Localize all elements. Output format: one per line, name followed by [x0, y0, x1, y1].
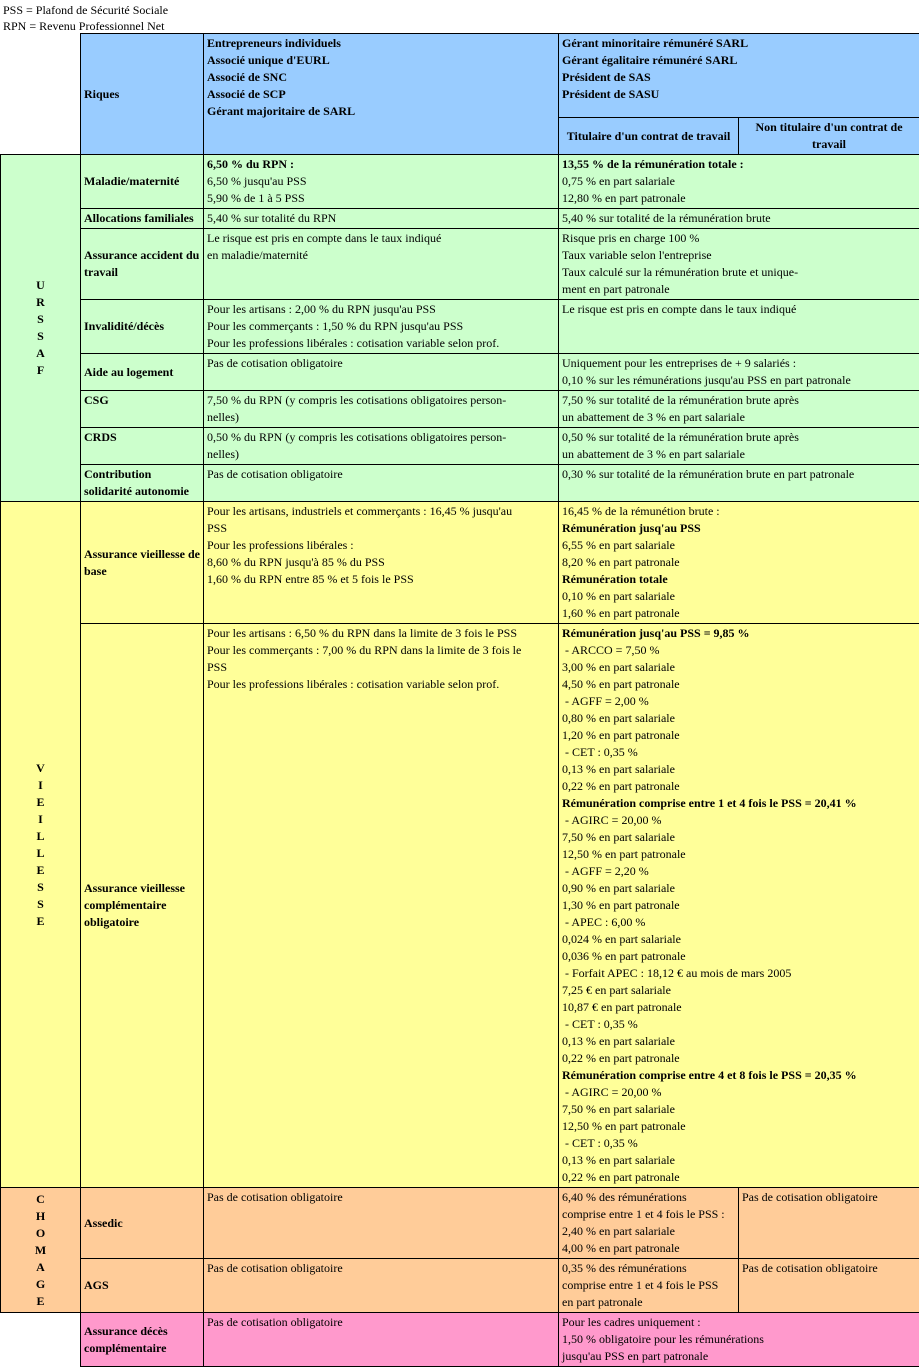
cell-line: 12,80 % en part patronale [562, 190, 916, 207]
cell-line: Rémunération comprise entre 1 et 4 fois le PSS = 20,41 % [562, 795, 916, 812]
cell-line: 6,50 % du RPN : [207, 156, 555, 173]
cell-line: nelles) [207, 409, 555, 426]
cell-line: 0,90 % en part salariale [562, 880, 916, 897]
cell-line: Uniquement pour les entreprises de + 9 salariés : [562, 355, 916, 372]
cell-col2 [559, 229, 919, 300]
cell-line: 0,75 % en part salariale [562, 173, 916, 190]
cell-line: 0,13 % en part salariale [562, 1152, 916, 1169]
section-letter: E [1, 862, 80, 879]
section-letter: F [1, 362, 80, 379]
row-ags [1, 1259, 919, 1313]
section-letter: E [1, 794, 80, 811]
section-letter: A [1, 1259, 80, 1276]
cell-line: Taux variable selon l'entreprise [562, 247, 916, 264]
row-label: Assurance décès complémentaire [81, 1313, 204, 1367]
section-letter: R [1, 294, 80, 311]
section-letter: A [1, 345, 80, 362]
section-letter: U [1, 277, 80, 294]
cell-line: 0,22 % en part patronale [562, 1169, 916, 1186]
cell-line: en maladie/maternité [207, 247, 555, 264]
section-letter: L [1, 845, 80, 862]
row-label: Invalidité/décès [81, 300, 204, 354]
cell-line: Pas de cotisation obligatoire [207, 466, 555, 483]
row-invalidite [1, 300, 919, 354]
legend-pss: PSS = Plafond de Sécurité Sociale [3, 2, 916, 18]
cell-line: 0,22 % en part patronale [562, 1050, 916, 1067]
row-label: Assedic [81, 1188, 204, 1259]
section-letter: S [1, 879, 80, 896]
row-alloc [1, 209, 919, 229]
cell-line: 6,50 % jusqu'au PSS [207, 173, 555, 190]
section-vieillesse [1, 502, 81, 1188]
cell-line: 7,25 € en part salariale [562, 982, 916, 999]
cell-line: 0,10 % en part salariale [562, 588, 916, 605]
cell-line: 1,50 % obligatoire pour les rémunérations [562, 1331, 916, 1348]
cell-col1 [204, 391, 559, 428]
cell-line: 0,13 % en part salariale [562, 1033, 916, 1050]
cell-line: - ARCCO = 7,50 % [562, 642, 916, 659]
cell-line: nelles) [207, 446, 555, 463]
cell-line: 5,40 % sur totalité du RPN [207, 210, 555, 227]
header-line: Gérant minoritaire rémunéré SARL [562, 35, 916, 52]
cell-line: PSS [207, 520, 555, 537]
cell-col2 [559, 155, 919, 209]
section-urssaf [1, 155, 81, 502]
cell-line: Pour les professions libérales : [207, 537, 555, 554]
row-assedic [1, 1188, 919, 1259]
cell-line: ment en part patronale [562, 281, 916, 298]
section-letter: H [1, 1208, 80, 1225]
cell-line: 7,50 % du RPN (y compris les cotisations obligatoires person- [207, 392, 555, 409]
section-letter: S [1, 896, 80, 913]
cell-line: - AGIRC = 20,00 % [562, 1084, 916, 1101]
cell-line: 0,22 % en part patronale [562, 778, 916, 795]
cell-line: 1,30 % en part patronale [562, 897, 916, 914]
header-col2b: Non titulaire d'un contrat de travail [739, 118, 919, 155]
section-letter: I [1, 811, 80, 828]
row-label: Assurance vieillesse de base [81, 502, 204, 624]
section-letter: E [1, 913, 80, 930]
cell-line: 7,50 % en part salariale [562, 829, 916, 846]
row-label: Aide au logement [81, 354, 204, 391]
row-csa [1, 465, 919, 502]
cell-line: Pas de cotisation obligatoire [742, 1189, 916, 1206]
row-maladie [1, 155, 919, 209]
cell-line: 0,13 % en part salariale [562, 761, 916, 778]
cell-line: Rémunération jusq'au PSS = 9,85 % [562, 625, 916, 642]
cell-line: Pas de cotisation obligatoire [207, 1260, 555, 1277]
cell-line: 5,90 % de 1 à 5 PSS [207, 190, 555, 207]
cell-line: Pour les artisans : 6,50 % du RPN dans la limite de 3 fois le PSS [207, 625, 555, 642]
section-letter: V [1, 760, 80, 777]
row-csg [1, 391, 919, 428]
cell-line: jusqu'au PSS en part patronale [562, 1348, 916, 1365]
cell-col1 [204, 502, 559, 624]
header-col2 [559, 34, 919, 118]
cell-line: 12,50 % en part patronale [562, 1118, 916, 1135]
cell-line: 12,50 % en part patronale [562, 846, 916, 863]
header-col2a: Titulaire d'un contrat de travail [559, 118, 739, 155]
cell-col1 [204, 155, 559, 209]
header-line: Gérant majoritaire de SARL [207, 103, 555, 120]
cell-line: Le risque est pris en compte dans le taux indiqué [562, 301, 916, 318]
section-letter: I [1, 777, 80, 794]
cell-line: comprise entre 1 et 4 fois le PSS [562, 1277, 735, 1294]
cell-line: un abattement de 3 % en part salariale [562, 446, 916, 463]
header-line: Président de SASU [562, 86, 916, 103]
cell-line: - CET : 0,35 % [562, 744, 916, 761]
cell-line: 0,80 % en part salariale [562, 710, 916, 727]
cell-line: Pour les artisans : 2,00 % du RPN jusqu'au PSS [207, 301, 555, 318]
header-col1 [204, 34, 559, 155]
row-label: CSG [81, 391, 204, 428]
section-letter: C [1, 1191, 80, 1208]
cell-line: 6,40 % des rémunérations [562, 1189, 735, 1206]
cell-line: Pour les artisans, industriels et commerçants : 16,45 % jusqu'au [207, 503, 555, 520]
section-letter: L [1, 828, 80, 845]
cell-line: 0,50 % du RPN (y compris les cotisations obligatoires person- [207, 429, 555, 446]
section-letter: O [1, 1225, 80, 1242]
cell-col2 [559, 209, 919, 229]
row-label: Maladie/maternité [81, 155, 204, 209]
cell-line: Taux calculé sur la rémunération brute et unique- [562, 264, 916, 281]
cell-col1 [204, 1259, 559, 1313]
cell-line: Pas de cotisation obligatoire [207, 1314, 555, 1331]
cell-line: 0,10 % sur les rémunérations jusqu'au PSS en part patronale [562, 372, 916, 389]
cell-line: Le risque est pris en compte dans le taux indiqué [207, 230, 555, 247]
header-line: Associé unique d'EURL [207, 52, 555, 69]
cell-line: - Forfait APEC : 18,12 € au mois de mars 2005 [562, 965, 916, 982]
cell-col1 [204, 300, 559, 354]
cell-col2 [559, 354, 919, 391]
cell-col2 [559, 391, 919, 428]
cell-line: - AGFF = 2,00 % [562, 693, 916, 710]
section-letter: S [1, 328, 80, 345]
cell-line: - APEC : 6,00 % [562, 914, 916, 931]
cell-line: 2,40 % en part salariale [562, 1223, 735, 1240]
row-label: Assurance vieillesse complémentaire obligatoire [81, 624, 204, 1188]
cell-col2a [559, 1259, 739, 1313]
cell-line: PSS [207, 659, 555, 676]
cell-line: 0,036 % en part patronale [562, 948, 916, 965]
cell-line: Pas de cotisation obligatoire [207, 1189, 555, 1206]
cell-line: - AGIRC = 20,00 % [562, 812, 916, 829]
cell-col1 [204, 1313, 559, 1367]
row-label: CRDS [81, 428, 204, 465]
cell-col1 [204, 229, 559, 300]
cell-line: 10,87 € en part patronale [562, 999, 916, 1016]
row-label: Assurance accident du travail [81, 229, 204, 300]
cell-line: 13,55 % de la rémunération totale : [562, 156, 916, 173]
row-deces [1, 1313, 919, 1367]
row-vcomp [1, 624, 919, 1188]
cell-line: 7,50 % sur totalité de la rémunération brute après [562, 392, 916, 409]
row-label: AGS [81, 1259, 204, 1313]
cell-line: Pour les professions libérales : cotisation variable selon prof. [207, 335, 555, 352]
section-letter: S [1, 311, 80, 328]
cell-line: 4,50 % en part patronale [562, 676, 916, 693]
cell-line: comprise entre 1 et 4 fois le PSS : [562, 1206, 735, 1223]
cell-line: en part patronale [562, 1294, 735, 1311]
cell-line: 4,00 % en part patronale [562, 1240, 735, 1257]
cell-col2 [559, 624, 919, 1188]
cell-line: Pour les professions libérales : cotisation variable selon prof. [207, 676, 555, 693]
header-line: Associé de SNC [207, 69, 555, 86]
cell-col2b [739, 1188, 919, 1259]
cell-col2b [739, 1259, 919, 1313]
cell-line: 16,45 % de la rémunétion brute : [562, 503, 916, 520]
section-letter: G [1, 1276, 80, 1293]
cell-line: - AGFF = 2,20 % [562, 863, 916, 880]
cell-col1 [204, 624, 559, 1188]
header-row [1, 34, 919, 118]
cell-col2 [559, 465, 919, 502]
cell-line: 6,55 % en part salariale [562, 537, 916, 554]
cell-line: - CET : 0,35 % [562, 1016, 916, 1033]
cell-line: Pour les cadres uniquement : [562, 1314, 916, 1331]
cell-line: 0,024 % en part salariale [562, 931, 916, 948]
cell-line: un abattement de 3 % en part salariale [562, 409, 916, 426]
cell-line: 8,20 % en part patronale [562, 554, 916, 571]
cell-line: Pour les commerçants : 1,50 % du RPN jusqu'au PSS [207, 318, 555, 335]
cell-col2 [559, 300, 919, 354]
header-line: Associé de SCP [207, 86, 555, 103]
legend-rpn: RPN = Revenu Professionnel Net [3, 18, 916, 34]
header-col1-lines [207, 35, 555, 120]
cell-line: Risque pris en charge 100 % [562, 230, 916, 247]
cell-line: 1,60 % du RPN entre 85 % et 5 fois le PSS [207, 571, 555, 588]
row-label: Contribution solidarité autonomie [81, 465, 204, 502]
row-label: Allocations familiales [81, 209, 204, 229]
cell-col2 [559, 502, 919, 624]
header-line: Gérant égalitaire rémunéré SARL [562, 52, 916, 69]
cell-line: Rémunération jusq'au PSS [562, 520, 916, 537]
cell-line: Rémunération comprise entre 4 et 8 fois le PSS = 20,35 % [562, 1067, 916, 1084]
cell-line: 7,50 % en part salariale [562, 1101, 916, 1118]
cell-line: 0,35 % des rémunérations [562, 1260, 735, 1277]
cell-line: 8,60 % du RPN jusqu'à 85 % du PSS [207, 554, 555, 571]
cell-line: Pour les commerçants : 7,00 % du RPN dans la limite de 3 fois le [207, 642, 555, 659]
header-blank [1, 34, 81, 155]
legend [0, 0, 919, 33]
cell-col1 [204, 1188, 559, 1259]
cell-line: Pas de cotisation obligatoire [742, 1260, 916, 1277]
cell-line: 3,00 % en part salariale [562, 659, 916, 676]
row-vbase [1, 502, 919, 624]
cell-col1 [204, 465, 559, 502]
cell-line: 5,40 % sur totalité de la rémunération brute [562, 210, 916, 227]
section-letter: E [1, 1293, 80, 1310]
row-accident [1, 229, 919, 300]
header-col2-lines [562, 35, 916, 103]
cell-line: 1,60 % en part patronale [562, 605, 916, 622]
row-logement [1, 354, 919, 391]
cell-line: 1,20 % en part patronale [562, 727, 916, 744]
cell-line: 0,30 % sur totalité de la rémunération brute en part patronale [562, 466, 916, 483]
cell-col2a [559, 1188, 739, 1259]
cell-line: Pas de cotisation obligatoire [207, 355, 555, 372]
header-riques: Riques [81, 34, 204, 155]
header-line: Entrepreneurs individuels [207, 35, 555, 52]
header-line: Président de SAS [562, 69, 916, 86]
cell-col2 [559, 428, 919, 465]
section-chomage [1, 1188, 81, 1313]
section-blank [1, 1313, 81, 1367]
cell-line: 0,50 % sur totalité de la rémunération brute après [562, 429, 916, 446]
cell-col1 [204, 209, 559, 229]
cell-col2 [559, 1313, 919, 1367]
cell-col1 [204, 428, 559, 465]
row-crds [1, 428, 919, 465]
section-letter: M [1, 1242, 80, 1259]
cotisations-table [0, 33, 919, 1367]
cell-line: - CET : 0,35 % [562, 1135, 916, 1152]
cell-line: Rémunération totale [562, 571, 916, 588]
cell-col1 [204, 354, 559, 391]
